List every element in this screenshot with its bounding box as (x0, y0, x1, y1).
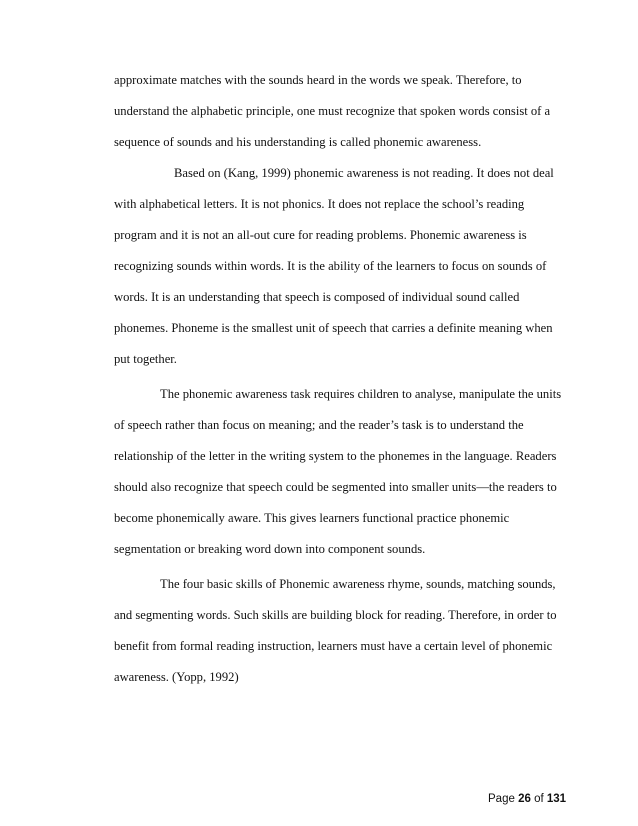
paragraph-3-line-1: The phonemic awareness task requires children to analyse, manipulate the units (160, 387, 562, 401)
paragraph-4-line-3: benefit from formal reading instruction, learners must have a certain level of phonemic (114, 639, 553, 653)
paragraph-3-line-5: become phonemically aware. This gives learners functional practice phonemic (114, 511, 510, 525)
footer-total-pages: 131 (546, 793, 567, 805)
paragraph-3-line-4: should also recognize that speech could be segmented into smaller units—the readers to (114, 480, 557, 494)
page-number-footer (488, 793, 566, 805)
paragraph-1-line-2: understand the alphabetic principle, one must recognize that spoken words consist of a (114, 104, 551, 118)
paragraph-2-line-3: program and it is not an all-out cure for reading problems. Phonemic awareness is (114, 228, 527, 242)
footer-page-number: 26 (518, 793, 531, 805)
paragraph-3-line-2: of speech rather than focus on meaning; and the reader’s task is to understand the (114, 418, 524, 432)
paragraph-3-line-6: segmentation or breaking word down into component sounds. (114, 542, 426, 556)
paragraph-2-line-5: words. It is an understanding that speech is composed of individual sound called (114, 290, 520, 304)
paragraph-4-line-1: The four basic skills of Phonemic awareness rhyme, sounds, matching sounds, (160, 577, 556, 591)
paragraph-2-line-1: Based on (Kang, 1999) phonemic awareness is not reading. It does not deal (174, 166, 554, 180)
paragraph-1-line-1: approximate matches with the sounds heard in the words we speak. Therefore, to (114, 73, 522, 87)
paragraph-2-line-7: put together. (114, 352, 177, 366)
paragraph-4-line-2: and segmenting words. Such skills are building block for reading. Therefore, in order to (114, 608, 557, 622)
footer-of-word: of (534, 793, 544, 805)
footer-page-word: Page (488, 793, 515, 805)
paragraph-4-line-4: awareness. (Yopp, 1992) (114, 670, 239, 684)
paragraph-3-line-3: relationship of the letter in the writing system to the phonemes in the language. Readers (114, 449, 557, 463)
paragraph-2-line-6: phonemes. Phoneme is the smallest unit of speech that carries a definite meaning when (114, 321, 553, 335)
paragraph-2-line-2: with alphabetical letters. It is not phonics. It does not replace the school’s reading (114, 197, 525, 211)
paragraph-2-line-4: recognizing sounds within words. It is the ability of the learners to focus on sounds of (114, 259, 547, 273)
paragraph-1-line-3: sequence of sounds and his understanding is called phonemic awareness. (114, 135, 482, 149)
